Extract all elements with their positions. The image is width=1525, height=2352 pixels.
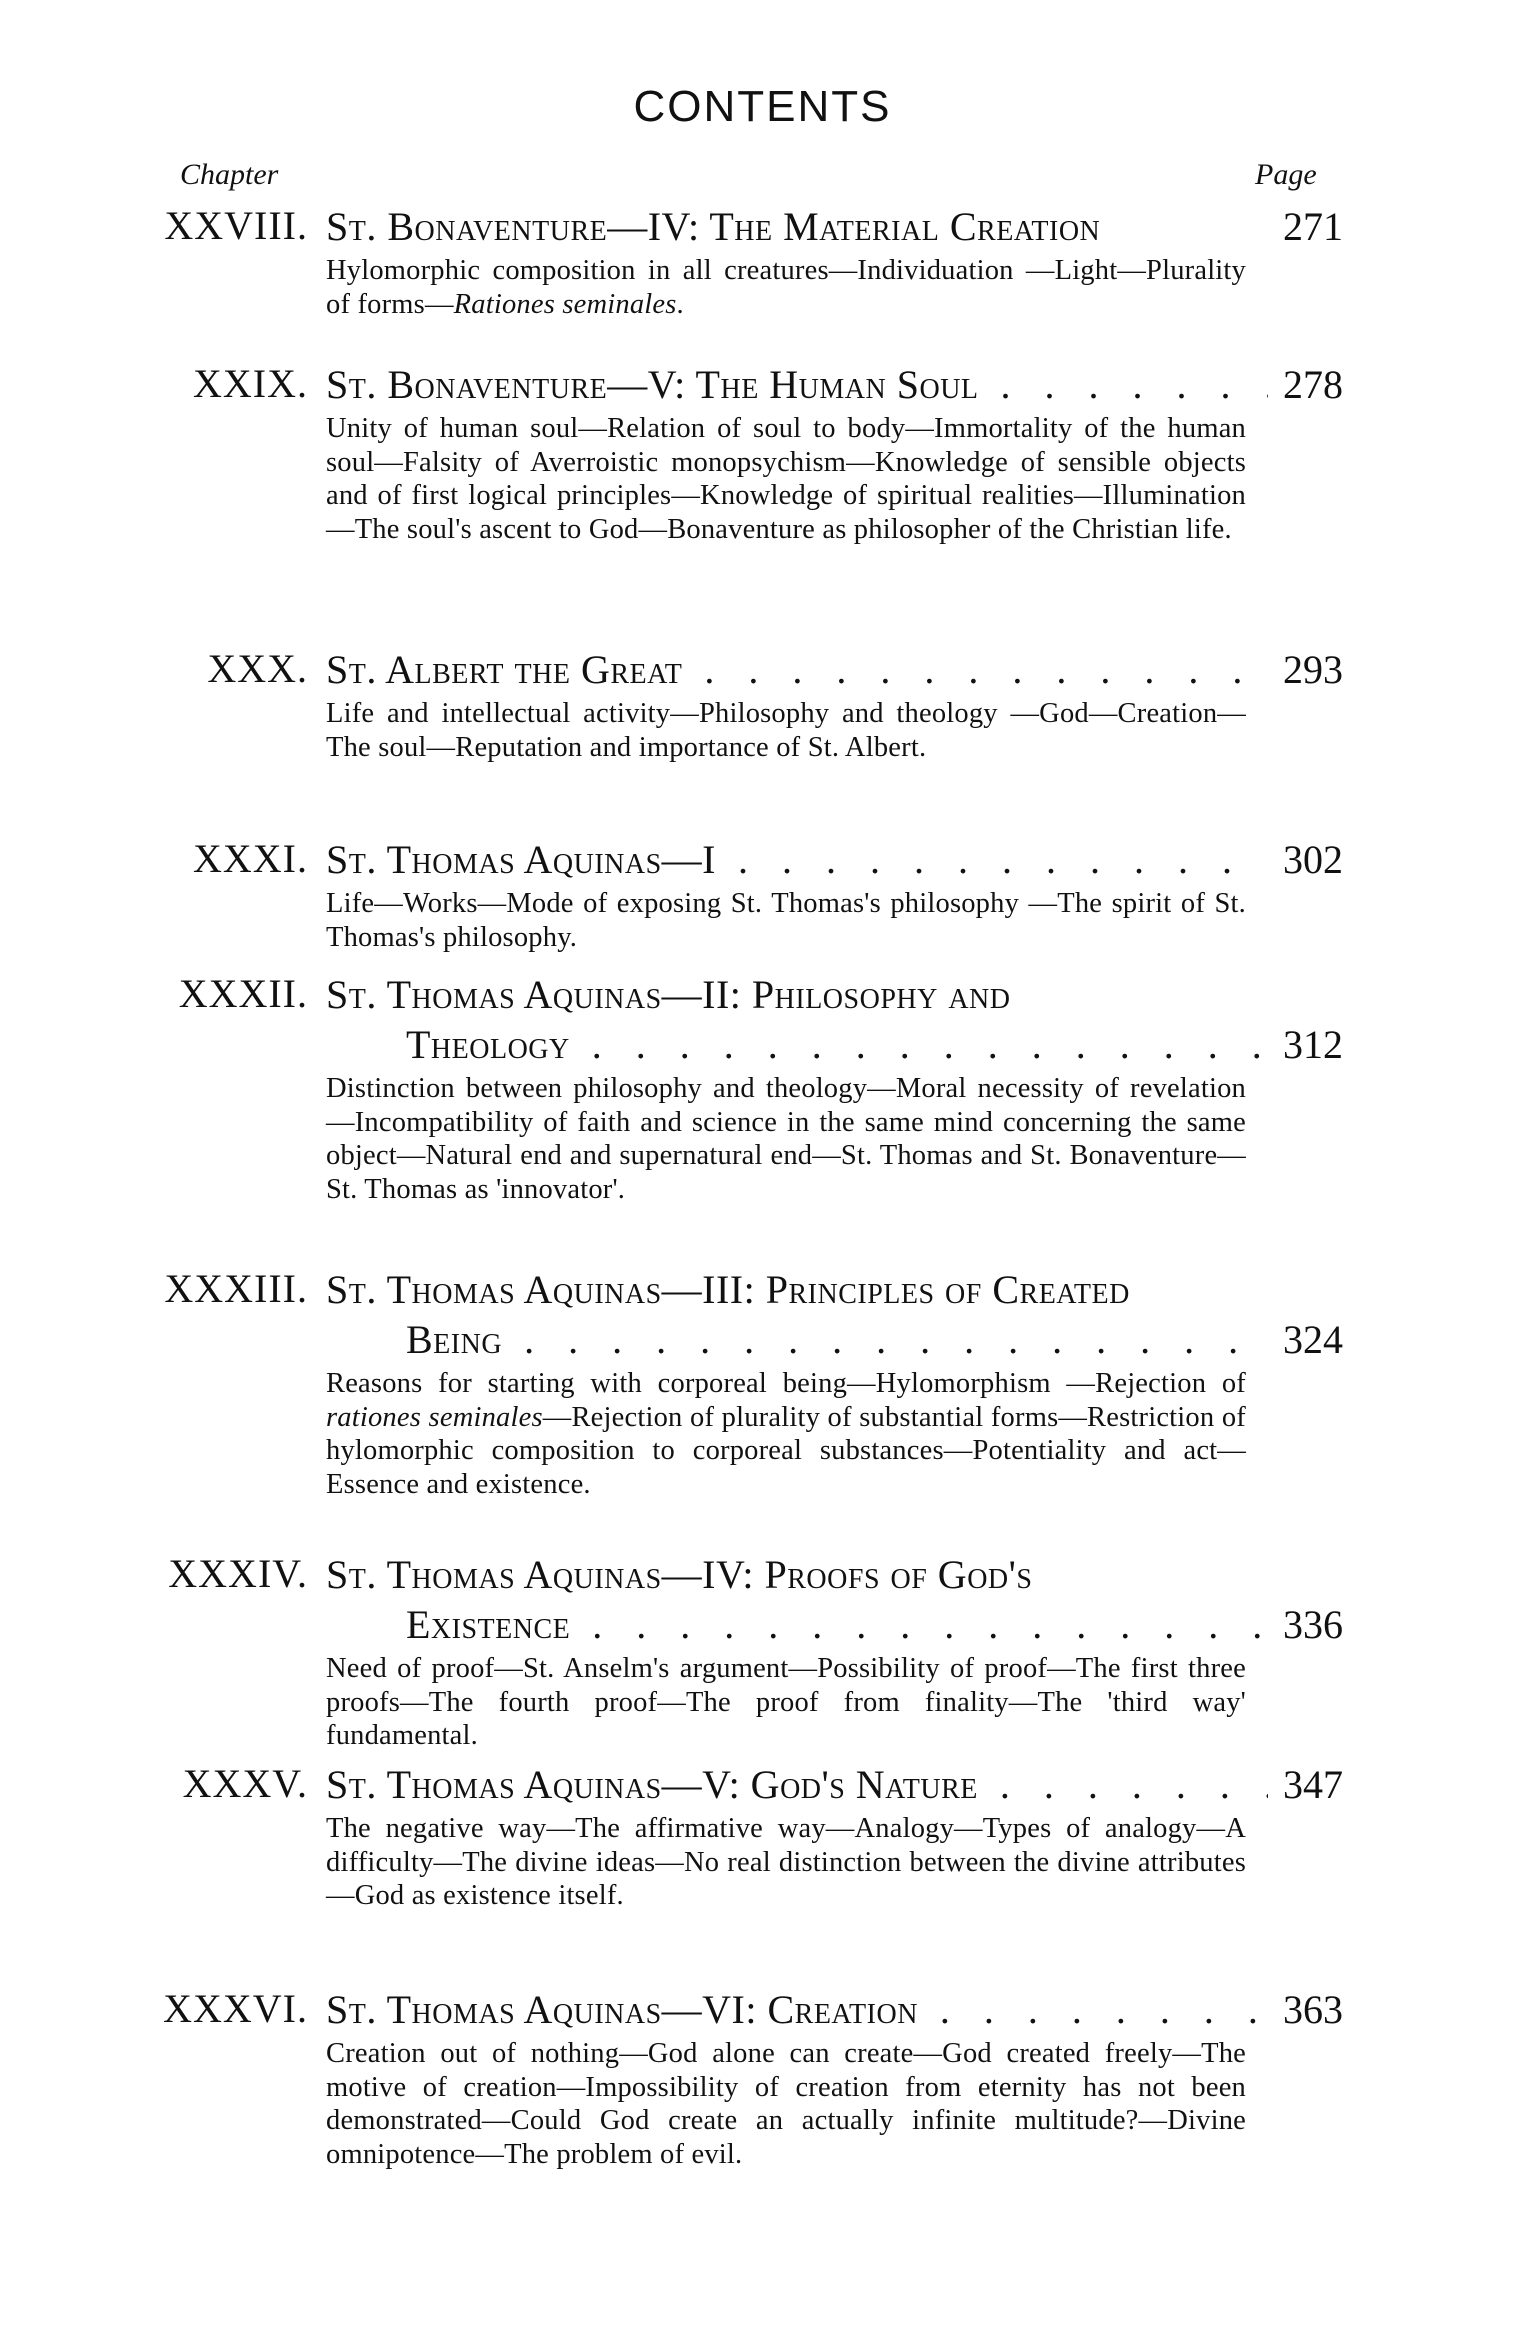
- chapter-title-line: St. Thomas Aquinas—V: God's Nature . . .: [326, 1760, 1356, 1810]
- page-column-label: Page: [1255, 158, 1317, 191]
- chapter-body: [326, 1550, 1356, 1753]
- summary-text: Life—Works—Mode of exposing St. Thomas's philosophy —The spirit of St. Thomas's philosophy.: [326, 888, 1246, 953]
- chapter-body: [326, 202, 1356, 321]
- chapter-number: XXVIII.: [164, 203, 308, 248]
- chapter-title-line: Theology . . .: [326, 1020, 1356, 1070]
- chapter-number: XXXVI.: [163, 1986, 308, 2031]
- chapter-number: XXXII.: [178, 971, 308, 1016]
- page-number: 324: [1268, 1315, 1358, 1365]
- chapter-summary: [326, 412, 1246, 546]
- chapter-title-line: St. Thomas Aquinas—IV: Proofs of God's: [326, 1552, 1033, 1597]
- chapter-summary: [326, 1652, 1246, 1753]
- summary-italic-term: Rationes seminales: [453, 288, 677, 320]
- summary-italic-term: rationes seminales: [326, 1401, 543, 1433]
- summary-text: Need of proof—St. Anselm's argument—Possibility of proof—The first three proofs—The fourth proof—The proof from finality—The 'third way' fundamental.: [326, 1653, 1246, 1751]
- summary-text: Hylomorphic composition in all creatures—Individuation —Light—Plurality of forms—: [326, 255, 1246, 320]
- summary-text: Unity of human soul—Relation of soul to body—Immortality of the human soul—Falsity of Averroistic monopsychism—Knowledge of sensible objects and of first logical principles—Knowledge of spiritual realities—Illumination—The soul's ascent to God—Bonaventure as philosopher of the Christian life.: [326, 413, 1246, 545]
- chapter-body: [326, 645, 1356, 764]
- chapter-number: XXXIV.: [168, 1551, 308, 1596]
- page-number: 302: [1268, 835, 1358, 885]
- chapter-body: [326, 970, 1356, 1206]
- page-number: 347: [1268, 1760, 1358, 1810]
- summary-text: Creation out of nothing—God alone can create—God created freely—The motive of creation—Impossibility of creation from eternity has not been demonstrated—Could God create an actually infinite multitude?—Divine omnipotence—The problem of evil.: [326, 2038, 1246, 2170]
- page-title: CONTENTS: [633, 82, 892, 131]
- chapter-column-label: Chapter: [180, 158, 279, 191]
- chapter-title-line: St. Thomas Aquinas—II: Philosophy and: [326, 972, 1011, 1017]
- page-number: 271: [1268, 202, 1358, 252]
- chapter-number: XXXIII.: [164, 1266, 308, 1311]
- chapter-summary: [326, 887, 1246, 954]
- summary-text: Distinction between philosophy and theology—Moral necessity of revelation—Incompatibility of faith and science in the same mind concerning the same object—Natural end and supernatural end—St. Thomas and St. Bonaventure—St. Thomas as 'innovator'.: [326, 1073, 1246, 1205]
- chapter-title-line: St. Albert the Great . . .: [326, 645, 1356, 695]
- chapter-summary: [326, 697, 1246, 764]
- chapter-body: [326, 1760, 1356, 1913]
- chapter-title-line: Existence . . .: [326, 1600, 1356, 1650]
- page-number: 336: [1268, 1600, 1358, 1650]
- chapter-summary: [326, 2037, 1246, 2171]
- chapter-body: [326, 1985, 1356, 2171]
- chapter-title-line: St. Thomas Aquinas—VI: Creation . . .: [326, 1985, 1356, 2035]
- summary-text: Life and intellectual activity—Philosophy and theology —God—Creation—The soul—Reputation and importance of St. Albert.: [326, 698, 1246, 763]
- chapter-number: XXXV.: [182, 1761, 308, 1806]
- chapter-number: XXXI.: [193, 836, 308, 881]
- chapter-summary: [326, 1367, 1246, 1501]
- page-number: 278: [1268, 360, 1358, 410]
- chapter-title-line: St. Bonaventure—V: The Human Soul . . .: [326, 360, 1356, 410]
- chapter-number: XXX.: [207, 646, 308, 691]
- page-number: 293: [1268, 645, 1358, 695]
- chapter-title-line: St. Bonaventure—IV: The Material Creation: [326, 204, 1101, 249]
- page-number: 312: [1268, 1020, 1358, 1070]
- chapter-title-line: St. Thomas Aquinas—I . . .: [326, 835, 1356, 885]
- summary-text: The negative way—The affirmative way—Analogy—Types of analogy—A difficulty—The divine ideas—No real distinction between the divine attributes—God as existence itself.: [326, 1813, 1246, 1911]
- summary-text: .: [676, 288, 684, 320]
- chapter-body: [326, 360, 1356, 546]
- chapter-number: XXIX.: [193, 361, 308, 406]
- chapter-summary: [326, 1072, 1246, 1206]
- page-number: 363: [1268, 1985, 1358, 2035]
- chapter-title-line: Being . . .: [326, 1315, 1356, 1365]
- chapter-summary: [326, 1812, 1246, 1913]
- chapter-body: [326, 835, 1356, 954]
- summary-text: —Rejection of plurality of substantial forms—Restriction of hylomorphic composition to corporeal substances—Potentiality and act—Essence and existence.: [326, 1401, 1246, 1500]
- chapter-body: [326, 1265, 1356, 1501]
- summary-text: Reasons for starting with corporeal being—Hylomorphism —Rejection of: [326, 1368, 1246, 1399]
- chapter-summary: [326, 254, 1246, 321]
- chapter-title-line: St. Thomas Aquinas—III: Principles of Created: [326, 1267, 1130, 1312]
